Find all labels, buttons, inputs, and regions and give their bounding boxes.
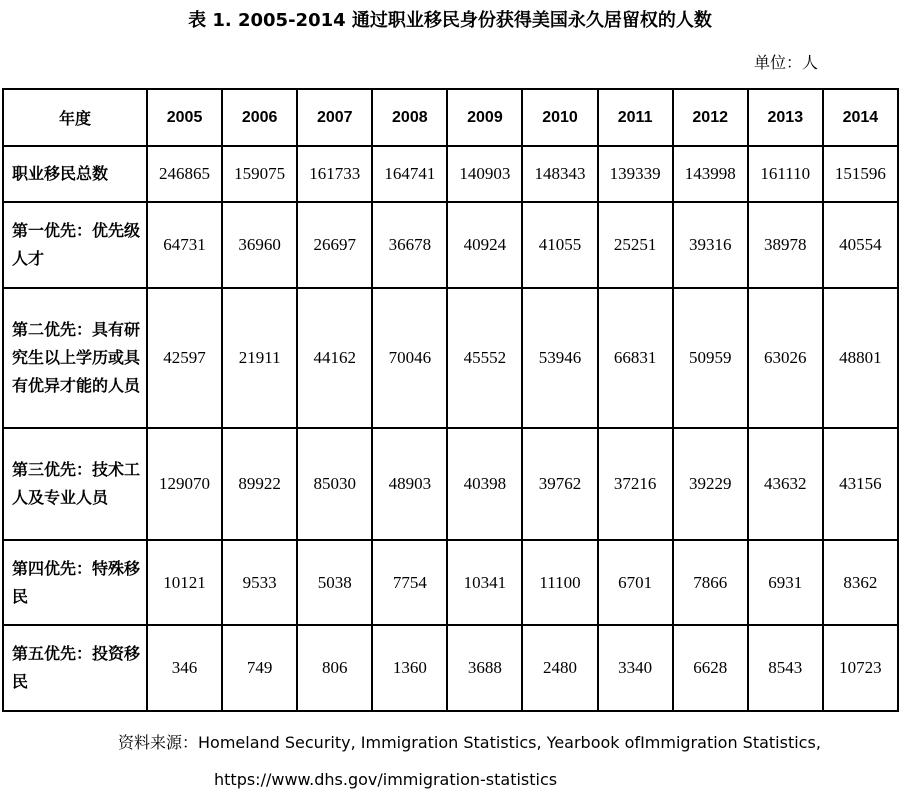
table-cell: 40398 — [447, 428, 522, 540]
table-cell: 38978 — [748, 202, 823, 288]
row-label: 第二优先：具有研究生以上学历或具有优异才能的人员 — [3, 288, 147, 428]
table-cell: 40554 — [823, 202, 898, 288]
table-cell: 159075 — [222, 146, 297, 202]
table-cell: 246865 — [147, 146, 222, 202]
immigration-table — [2, 88, 899, 712]
header-cell-year-col: 2008 — [372, 89, 447, 146]
table-row — [3, 146, 898, 202]
header-cell-year-col: 2012 — [673, 89, 748, 146]
table-cell: 5038 — [297, 540, 372, 625]
table-cell: 43156 — [823, 428, 898, 540]
table-cell: 6701 — [598, 540, 673, 625]
table-cell: 139339 — [598, 146, 673, 202]
table-cell: 2480 — [522, 625, 597, 711]
row-label: 第四优先：特殊移民 — [3, 540, 147, 625]
table-cell: 8543 — [748, 625, 823, 711]
header-cell-year-col: 2014 — [823, 89, 898, 146]
table-cell: 161733 — [297, 146, 372, 202]
table-cell: 11100 — [522, 540, 597, 625]
table-cell: 40924 — [447, 202, 522, 288]
table-cell: 10341 — [447, 540, 522, 625]
table-cell: 50959 — [673, 288, 748, 428]
table-cell: 85030 — [297, 428, 372, 540]
table-cell: 66831 — [598, 288, 673, 428]
table-cell: 346 — [147, 625, 222, 711]
unit-label: 单位：人 — [753, 53, 818, 72]
header-cell-year: 年度 — [3, 89, 147, 146]
table-cell: 143998 — [673, 146, 748, 202]
table-cell: 9533 — [222, 540, 297, 625]
table-cell: 37216 — [598, 428, 673, 540]
header-cell-year-col: 2005 — [147, 89, 222, 146]
table-cell: 53946 — [522, 288, 597, 428]
table-cell: 148343 — [522, 146, 597, 202]
table-cell: 48801 — [823, 288, 898, 428]
header-cell-year-col: 2009 — [447, 89, 522, 146]
table-row — [3, 428, 898, 540]
table-cell: 45552 — [447, 288, 522, 428]
header-row — [3, 89, 898, 146]
table-cell: 42597 — [147, 288, 222, 428]
table-row — [3, 288, 898, 428]
table-cell: 64731 — [147, 202, 222, 288]
row-label: 第五优先：投资移民 — [3, 625, 147, 711]
table-cell: 10723 — [823, 625, 898, 711]
header-cell-year-col: 2006 — [222, 89, 297, 146]
table-cell: 39316 — [673, 202, 748, 288]
row-label: 第三优先：技术工人及专业人员 — [3, 428, 147, 540]
header-cell-year-col: 2013 — [748, 89, 823, 146]
header-cell-year-col: 2011 — [598, 89, 673, 146]
table-cell: 39762 — [522, 428, 597, 540]
table-row — [3, 540, 898, 625]
table-cell: 48903 — [372, 428, 447, 540]
table-cell: 151596 — [823, 146, 898, 202]
table-cell: 1360 — [372, 625, 447, 711]
table-cell: 140903 — [447, 146, 522, 202]
header-cell-year-col: 2007 — [297, 89, 372, 146]
table-cell: 44162 — [297, 288, 372, 428]
table-cell: 161110 — [748, 146, 823, 202]
source-url: https://www.dhs.gov/immigration-statistics — [214, 770, 558, 789]
table-cell: 70046 — [372, 288, 447, 428]
header-cell-year-col: 2010 — [522, 89, 597, 146]
table-cell: 36960 — [222, 202, 297, 288]
row-label: 第一优先：优先级人才 — [3, 202, 147, 288]
table-cell: 26697 — [297, 202, 372, 288]
table-cell: 164741 — [372, 146, 447, 202]
table-row — [3, 202, 898, 288]
table-cell: 806 — [297, 625, 372, 711]
row-label: 职业移民总数 — [3, 146, 147, 202]
table-cell: 21911 — [222, 288, 297, 428]
table-cell: 8362 — [823, 540, 898, 625]
table-cell: 10121 — [147, 540, 222, 625]
table-cell: 3340 — [598, 625, 673, 711]
table-cell: 63026 — [748, 288, 823, 428]
table-cell: 7866 — [673, 540, 748, 625]
table-cell: 6931 — [748, 540, 823, 625]
table-cell: 3688 — [447, 625, 522, 711]
table-title: 表 1. 2005-2014 通过职业移民身份获得美国永久居留权的人数 — [188, 10, 712, 31]
table-cell: 43632 — [748, 428, 823, 540]
table-cell: 6628 — [673, 625, 748, 711]
table-row — [3, 625, 898, 711]
table-cell: 39229 — [673, 428, 748, 540]
table-cell: 129070 — [147, 428, 222, 540]
table-cell: 749 — [222, 625, 297, 711]
table-cell: 25251 — [598, 202, 673, 288]
source-note: 资料来源：Homeland Security, Immigration Statistics, Yearbook ofImmigration Statistics, — [118, 733, 821, 752]
table-cell: 7754 — [372, 540, 447, 625]
table-cell: 41055 — [522, 202, 597, 288]
table-cell: 89922 — [222, 428, 297, 540]
table-cell: 36678 — [372, 202, 447, 288]
